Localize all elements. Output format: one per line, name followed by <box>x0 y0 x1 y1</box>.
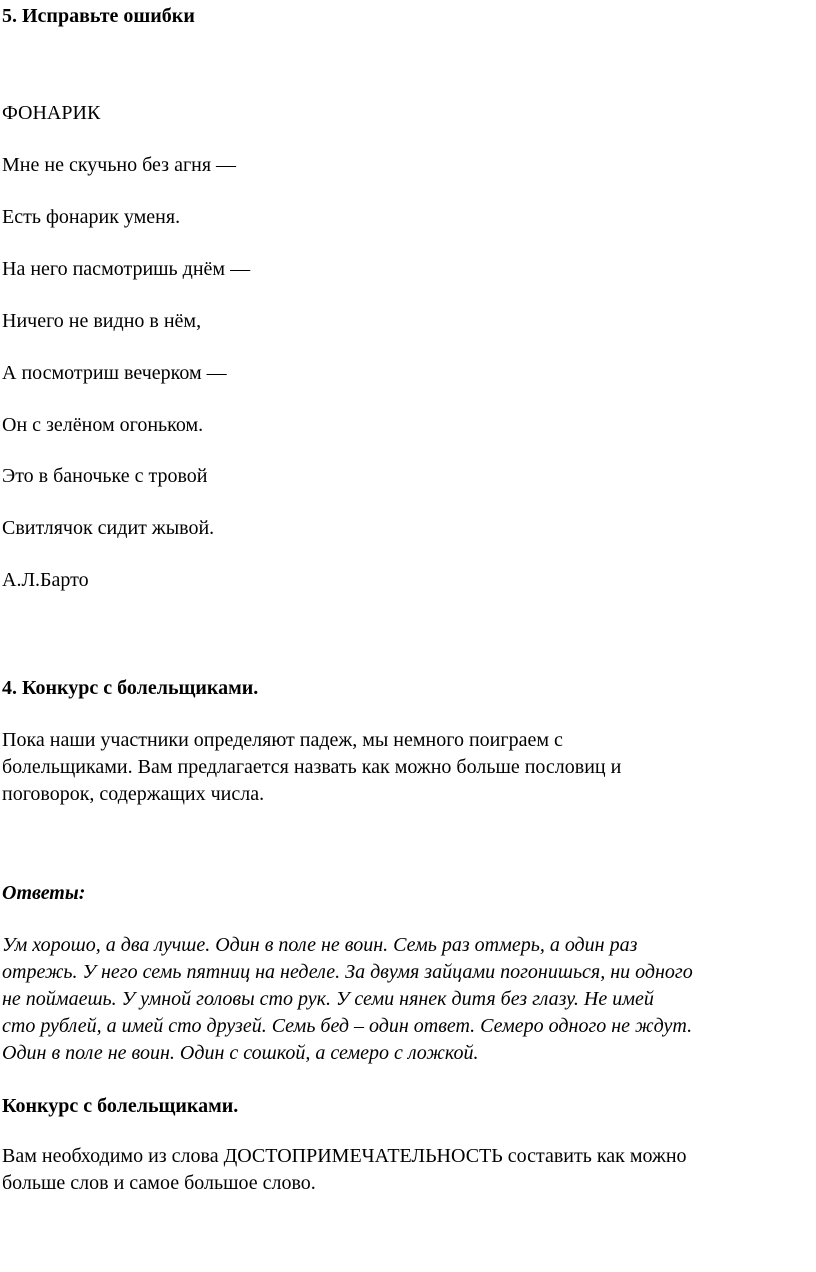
poem-line-8: Свитлячок сидит жывой. <box>2 517 215 539</box>
poem-title: ФОНАРИК <box>2 102 101 124</box>
answers-line-1: Ум хорошо, а два лучше. Один в поле не воин. Семь раз отмерь, а один раз <box>2 934 638 956</box>
answers-line-4: сто рублей, а имей сто друзей. Семь бед – один ответ. Семеро одного не ждут. <box>2 1015 693 1037</box>
section-5-heading: 5. Исправьте ошибки <box>2 5 195 27</box>
section-4-text-line-2: болельщиками. Вам предлагается назвать как можно больше пословиц и <box>2 756 622 778</box>
poem-line-2: Есть фонарик уменя. <box>2 206 181 228</box>
answers-label: Ответы: <box>2 882 86 904</box>
contest-2-heading: Конкурс с болельщиками. <box>2 1095 239 1117</box>
answers-line-2: отрежь. У него семь пятниц на неделе. За двумя зайцами погонишься, ни одного <box>2 961 693 983</box>
contest-2-text-line-1: Вам необходимо из слова ДОСТОПРИМЕЧАТЕЛЬНОСТЬ составить как можно <box>2 1145 687 1167</box>
contest-2-text-line-2: больше слов и самое большое слово. <box>2 1172 316 1194</box>
answers-line-5: Один в поле не воин. Один с сошкой, а семеро с ложкой. <box>2 1042 479 1064</box>
poem-line-3: На него пасмотришь днём — <box>2 258 251 280</box>
answers-line-3: не поймаешь. У умной головы сто рук. У семи нянек дитя без глазу. Не имей <box>2 988 654 1010</box>
section-4-text-line-3: поговорок, содержащих числа. <box>2 783 265 805</box>
section-4-text-line-1: Пока наши участники определяют падеж, мы немного поиграем с <box>2 729 563 751</box>
poem-line-1: Мне не скучьно без агня — <box>2 154 237 176</box>
poem-line-5: А посмотриш вечерком — <box>2 362 227 384</box>
section-4-heading: 4. Конкурс с болельщиками. <box>2 677 259 699</box>
poem-line-4: Ничего не видно в нём, <box>2 310 202 332</box>
poem-line-7: Это в баночьке с тровой <box>2 465 208 487</box>
poem-line-6: Он с зелёном огоньком. <box>2 414 204 436</box>
poem-author: А.Л.Барто <box>2 569 89 591</box>
